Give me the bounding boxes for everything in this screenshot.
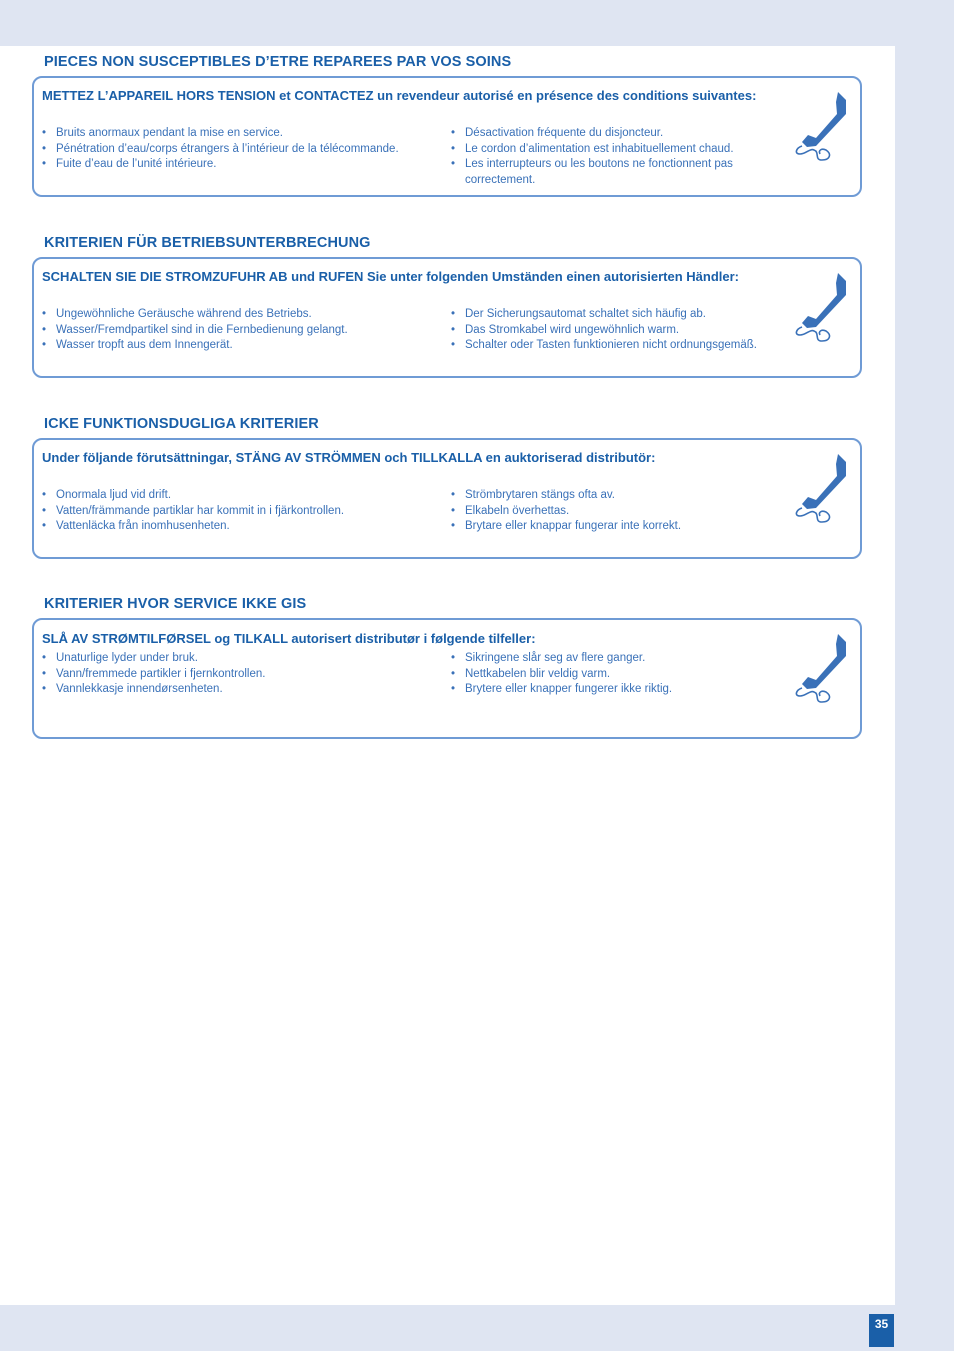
list-item: • Pénétration d’eau/corps étrangers à l’intérieur de la télécommande. (42, 142, 442, 158)
list-item: • Unaturlige lyder under bruk. (42, 651, 442, 667)
list-item: • Wasser tropft aus dem Innengerät. (42, 338, 442, 354)
section-heading-sv: ICKE FUNKTIONSDUGLIGA KRITERIER (44, 416, 319, 432)
list-item: • Vann/fremmede partikler i fjernkontrollen. (42, 667, 442, 683)
phone-handset-icon (794, 88, 850, 164)
list-item: • Elkabeln överhettas. (451, 504, 791, 520)
list-item: • Les interrupteurs ou les boutons ne fonctionnent pas correctement. (451, 157, 791, 188)
list-item: • Fuite d’eau de l’unité intérieure. (42, 157, 442, 173)
section-heading-no: KRITERIER HVOR SERVICE IKKE GIS (44, 596, 307, 612)
phone-handset-icon (794, 269, 850, 345)
list-item: • Brytare eller knappar fungerar inte korrekt. (451, 519, 791, 535)
list-item: • Sikringene slår seg av flere ganger. (451, 651, 791, 667)
phone-handset-icon (794, 450, 850, 526)
condition-list-left-no (42, 651, 442, 698)
condition-list-right-fr (451, 126, 791, 188)
warning-box-sv (32, 438, 862, 559)
list-item: • Ungewöhnliche Geräusche während des Betriebs. (42, 307, 442, 323)
list-item: • Schalter oder Tasten funktionieren nicht ordnungsgemäß. (451, 338, 791, 354)
list-item: • Strömbrytaren stängs ofta av. (451, 488, 791, 504)
section-heading-fr: PIECES NON SUSCEPTIBLES D’ETRE REPAREES PAR VOS SOINS (44, 54, 512, 70)
section-heading-de: KRITERIEN FÜR BETRIEBSUNTERBRECHUNG (44, 235, 371, 251)
warning-box-no (32, 618, 862, 739)
phone-handset-icon (794, 630, 850, 706)
box-title-de: SCHALTEN SIE DIE STROMZUFUHR AB und RUFEN Sie unter folgenden Umständen einen autorisierten Händler: (42, 269, 739, 284)
warning-box-de (32, 257, 862, 378)
condition-list-right-sv (451, 488, 791, 535)
list-item: • Le cordon d’alimentation est inhabituellement chaud. (451, 142, 791, 158)
list-item: • Vatten/främmande partiklar har kommit in i fjärkontrollen. (42, 504, 442, 520)
box-title-no: SLÅ AV STRØMTILFØRSEL og TILKALL autorisert distributør i følgende tilfeller: (42, 631, 536, 646)
list-item: • Vannlekkasje innendørsenheten. (42, 682, 442, 698)
list-item: • Der Sicherungsautomat schaltet sich häufig ab. (451, 307, 791, 323)
list-item: • Wasser/Fremdpartikel sind in die Fernbedienung gelangt. (42, 323, 442, 339)
list-item: • Désactivation fréquente du disjoncteur. (451, 126, 791, 142)
page-number: 35 (869, 1314, 894, 1347)
condition-list-left-de (42, 307, 442, 354)
condition-list-right-de (451, 307, 791, 354)
list-item: • Bruits anormaux pendant la mise en service. (42, 126, 442, 142)
list-item: • Onormala ljud vid drift. (42, 488, 442, 504)
list-item: • Vattenläcka från inomhusenheten. (42, 519, 442, 535)
condition-list-left-sv (42, 488, 442, 535)
list-item: • Nettkabelen blir veldig varm. (451, 667, 791, 683)
box-title-sv: Under följande förutsättningar, STÄNG AV STRÖMMEN och TILLKALLA en auktoriserad distributör: (42, 450, 656, 465)
condition-list-left-fr (42, 126, 442, 173)
list-item: • Brytere eller knapper fungerer ikke riktig. (451, 682, 791, 698)
warning-box-fr (32, 76, 862, 197)
box-title-fr: METTEZ L’APPAREIL HORS TENSION et CONTACTEZ un revendeur autorisé en présence des conditions suivantes: (42, 88, 757, 103)
list-item: • Das Stromkabel wird ungewöhnlich warm. (451, 323, 791, 339)
condition-list-right-no (451, 651, 791, 698)
